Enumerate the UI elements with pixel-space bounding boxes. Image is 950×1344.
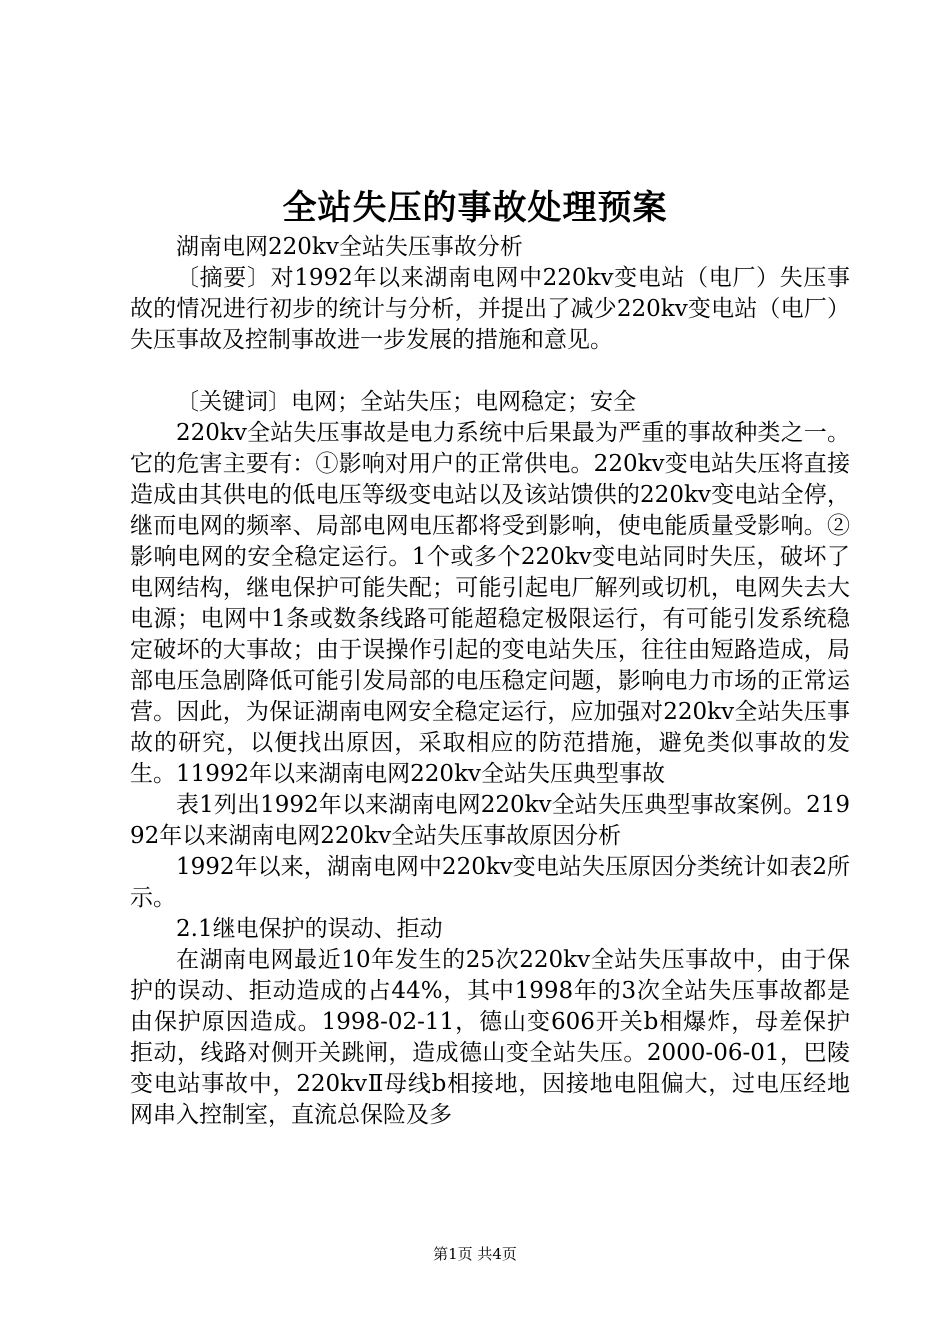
- subtitle-paragraph: 湖南电网220kv全站失压事故分析: [176, 234, 523, 260]
- body-paragraph: 表1列出1992年以来湖南电网220kv全站失压典型事故案例。21992年以来湖南电网220kv全站失压事故原因分析: [130, 792, 850, 849]
- body-paragraph: 在湖南电网最近10年发生的25次220kv全站失压事故中，由于保护的误动、拒动造成的占44%，其中1998年的3次全站失压事故都是由保护原因造成。1998-02-11，德山变606开关b相爆炸，母差保护拒动，线路对侧开关跳闸，造成德山变全站失压。2000-06-01，巴陵变电站事故中，220kvⅡ母线b相接地，因接地电阻偏大，过电压经地网串入控制室，直流总保险及多: [130, 947, 850, 1128]
- keywords-paragraph: 〔关键词〕电网；全站失压；电网稳定；安全: [176, 389, 636, 415]
- document-body: [130, 232, 850, 1131]
- abstract-paragraph: 〔摘要〕对1992年以来湖南电网中220kv变电站（电厂）失压事故的情况进行初步的统计与分析，并提出了减少220kv变电站（电厂）失压事故及控制事故进一步发展的措施和意见。: [130, 265, 850, 353]
- page-footer: 第1页 共4页: [433, 1245, 517, 1263]
- document-title: 全站失压的事故处理预案: [282, 188, 668, 228]
- body-paragraph: 220kv全站失压事故是电力系统中后果最为严重的事故种类之一。它的危害主要有：①影响对用户的正常供电。220kv变电站失压将直接造成由其供电的低电压等级变电站以及该站馈供的220kv变电站全停，继而电网的频率、局部电网电压都将受到影响，使电能质量受影响。②影响电网的安全稳定运行。1个或多个220kv变电站同时失压，破坏了电网结构，继电保护可能失配；可能引起电厂解列或切机，电网失去大电源；电网中1条或数条线路可能超稳定极限运行，有可能引发系统稳定破坏的大事故；由于误操作引起的变电站失压，往往由短路造成，局部电压急剧降低可能引发局部的电压稳定问题，影响电力市场的正常运营。因此，为保证湖南电网安全稳定运行，应加强对220kv全站失压事故的研究，以便找出原因，采取相应的防范措施，避免类似事故的发生。11992年以来湖南电网220kv全站失压典型事故: [130, 420, 850, 787]
- body-paragraph: 1992年以来，湖南电网中220kv变电站失压原因分类统计如表2所示。: [130, 854, 850, 911]
- section-heading: 2.1继电保护的误动、拒动: [176, 916, 443, 942]
